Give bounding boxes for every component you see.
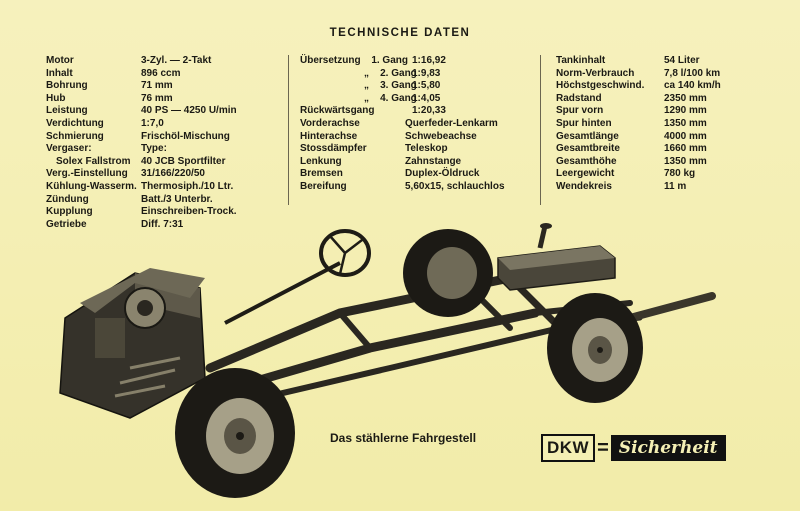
spec-row: [556, 131, 721, 144]
spec-value: Einschreiben-Trock.: [141, 206, 237, 218]
spec-value: Querfeder-Lenkarm: [405, 117, 498, 129]
spec-label: Gesamthöhe: [556, 155, 617, 167]
spec-row: [46, 181, 237, 194]
spec-label: Rückwärtsgang: [300, 105, 375, 117]
spec-value: 76 mm: [141, 92, 173, 104]
spec-value: Duplex-Öldruck: [405, 168, 480, 180]
spec-value: Type:: [141, 143, 167, 155]
spec-label: Radstand: [556, 92, 602, 104]
spec-label: Gesamtbreite: [556, 143, 620, 155]
spec-column-engine: [46, 55, 237, 231]
spec-row: [300, 143, 505, 156]
rear-right-wheel: [547, 293, 643, 403]
spec-gear: „ 4. Gang: [364, 92, 417, 104]
spec-value: 1:5,80: [412, 80, 441, 92]
spec-value: 71 mm: [141, 80, 173, 92]
spec-value: 1350 mm: [664, 117, 707, 129]
spec-label: Wendekreis: [556, 180, 612, 192]
spec-label: Inhalt: [46, 67, 73, 79]
spec-label: Höchstgeschwind.: [556, 80, 645, 92]
spec-value: Frischöl-Mischung: [141, 130, 230, 142]
spec-row: [46, 131, 237, 144]
spec-row: [46, 143, 237, 156]
spec-row: [300, 181, 505, 194]
spec-label: Bereifung: [300, 180, 347, 192]
logo-wordmark: Sicherheit: [611, 435, 726, 461]
spec-gear: „ 2. Gang: [364, 67, 417, 79]
spec-label: Zündung: [46, 193, 89, 205]
spec-label: Motor: [46, 55, 74, 66]
spec-column-dimensions: [556, 55, 721, 194]
front-left-wheel: [175, 368, 295, 498]
spec-row: [556, 156, 721, 169]
spec-row: [300, 93, 505, 106]
spec-row: [46, 194, 237, 207]
spec-row: [300, 55, 505, 68]
dkw-sicherheit-logo: [541, 433, 717, 463]
spec-row: [46, 118, 237, 131]
spec-gear: „ 3. Gang: [364, 80, 417, 92]
spec-row: [556, 55, 721, 68]
spec-value: Zahnstange: [405, 155, 462, 167]
spec-value: 40 PS — 4250 U/min: [141, 105, 237, 117]
spec-label: Stossdämpfer: [300, 143, 367, 155]
spec-label: [300, 80, 364, 93]
spec-value: 4000 mm: [664, 130, 707, 142]
spec-gear: 1. Gang: [371, 55, 408, 66]
spec-row: [300, 168, 505, 181]
column-divider: [288, 55, 289, 205]
spec-row: [556, 93, 721, 106]
spec-label: Kupplung: [46, 206, 93, 218]
spec-label: Übersetzung: [300, 55, 361, 66]
chassis-illustration: [40, 218, 730, 508]
spec-value: 1:20,33: [412, 105, 446, 117]
spec-label: Lenkung: [300, 155, 342, 167]
spec-row: [300, 105, 505, 118]
spec-value: 1:16,92: [412, 55, 446, 66]
spec-row: [46, 93, 237, 106]
logo-equals: =: [597, 437, 609, 459]
page-title: TECHNISCHE DATEN: [329, 27, 471, 39]
spec-row: [556, 118, 721, 131]
spec-value: 1350 mm: [664, 155, 707, 167]
spec-row: [46, 80, 237, 93]
spec-row: [46, 206, 237, 219]
engine-block: [60, 268, 205, 418]
spec-value: 1:7,0: [141, 117, 164, 129]
spec-label: [300, 93, 364, 106]
spec-label: Schmierung: [46, 130, 104, 142]
spec-value: 7,8 l/100 km: [664, 67, 721, 79]
spec-label: Verg.-Einstellung: [46, 168, 128, 180]
spec-row: [46, 156, 237, 169]
spec-value: Teleskop: [405, 143, 448, 155]
spec-row: [556, 105, 721, 118]
column-divider: [540, 55, 541, 205]
spec-value: Batt./3 Unterbr.: [141, 193, 213, 205]
spec-label: Getriebe: [46, 218, 87, 230]
spec-label: Bremsen: [300, 168, 343, 180]
spec-row: [46, 68, 237, 81]
spec-value: Thermosiph./10 Ltr.: [141, 180, 234, 192]
spec-row: [556, 143, 721, 156]
spec-row: [556, 80, 721, 93]
exhaust-pipe: [630, 296, 712, 318]
spec-value: 54 Liter: [664, 55, 700, 66]
spec-label: Verdichtung: [46, 117, 104, 129]
spec-value: 11 m: [664, 180, 687, 192]
spec-row: [556, 168, 721, 181]
spec-row: [556, 181, 721, 194]
spec-row: [300, 131, 505, 144]
spec-value: 896 ccm: [141, 67, 181, 79]
spec-row: [556, 68, 721, 81]
spec-value: 1290 mm: [664, 105, 707, 117]
spec-row: [46, 105, 237, 118]
spec-value: 5,60x15, schlauchlos: [405, 180, 505, 192]
spec-value: 40 JCB Sportfilter: [141, 155, 226, 167]
spec-row: [300, 68, 505, 81]
spec-value: 780 kg: [664, 168, 696, 180]
spec-label: [300, 68, 364, 81]
front-right-wheel: [403, 229, 493, 317]
spec-value: Schwebeachse: [405, 130, 477, 142]
spec-label: Hub: [46, 92, 66, 104]
spec-row: [300, 80, 505, 93]
spec-label: Spur vorn: [556, 105, 604, 117]
logo-brand: DKW: [541, 434, 595, 462]
spec-label: Kühlung-Wasserm.: [46, 180, 137, 192]
spec-label: Norm-Verbrauch: [556, 67, 635, 79]
spec-label: Gesamtlänge: [556, 130, 619, 142]
spec-label: Vorderachse: [300, 117, 360, 129]
spec-label: Bohrung: [46, 80, 88, 92]
spec-label: Leistung: [46, 105, 88, 117]
spec-label: Leergewicht: [556, 168, 615, 180]
spec-row: [300, 118, 505, 131]
spec-value: ca 140 km/h: [664, 80, 721, 92]
spec-row: [46, 55, 237, 68]
spec-label: Hinterachse: [300, 130, 358, 142]
spec-value: Diff. 7:31: [141, 218, 184, 230]
spec-label: Spur hinten: [556, 117, 612, 129]
spec-value: 31/166/220/50: [141, 168, 205, 180]
spec-label: Tankinhalt: [556, 55, 606, 66]
spec-row: [300, 156, 505, 169]
fuel-tank: [498, 223, 615, 290]
spec-value: 1:4,05: [412, 92, 441, 104]
spec-value: 1:9,83: [412, 67, 441, 79]
spec-column-chassis: [300, 55, 505, 194]
spec-label: Solex Fallstrom: [56, 155, 131, 167]
spec-row: [46, 168, 237, 181]
spec-value: 3-Zyl. — 2-Takt: [141, 55, 212, 66]
spec-value: 1660 mm: [664, 143, 707, 155]
spec-label: Vergaser:: [46, 143, 92, 155]
illustration-caption: Das stählerne Fahrgestell: [330, 431, 477, 445]
spec-value: 2350 mm: [664, 92, 707, 104]
